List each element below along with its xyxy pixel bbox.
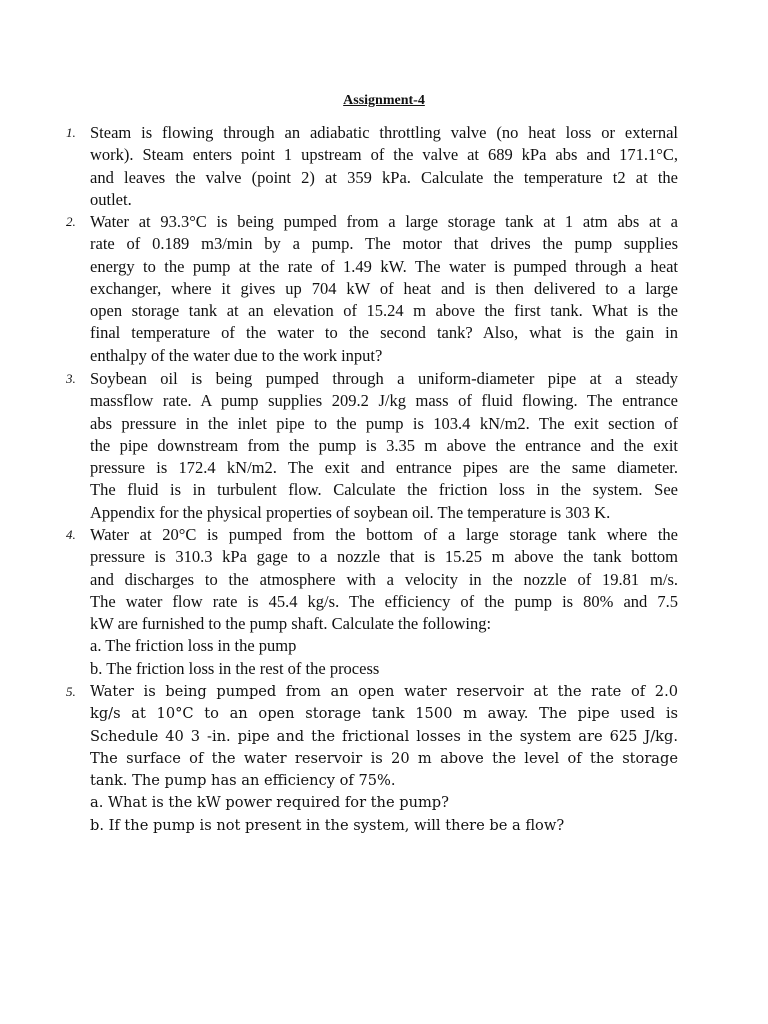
problem-line: massflow rate. A pump supplies 209.2 J/kg mass of fluid flowing. The entrance — [90, 391, 678, 411]
problem-line: b. If the pump is not present in the system, will there be a flow? — [90, 816, 565, 834]
problem-line: outlet. — [90, 189, 132, 209]
problem-line: rate of 0.189 m3/min by a pump. The motor that drives the pump supplies — [90, 234, 678, 254]
problem-line: open storage tank at an elevation of 15.24 m above the first tank. What is the — [90, 301, 678, 321]
problem-line: Water at 20°C is pumped from the bottom of a large storage tank where the — [90, 525, 678, 544]
problem-number: 3. — [66, 371, 76, 386]
page-title: Assignment-4 — [343, 93, 425, 108]
problem-line: tank. The pump has an efficiency of 75%. — [90, 772, 396, 790]
problem-text — [90, 524, 678, 680]
problem-number: 4. — [66, 527, 76, 542]
problem-line: Appendix for the physical properties of soybean oil. The temperature is 303 K. — [90, 502, 611, 522]
problem-line: Soybean oil is being pumped through a uniform-diameter pipe at a steady — [90, 369, 678, 388]
problem-text — [90, 211, 678, 367]
problem-line: pressure is 172.4 kN/m2. The exit and entrance pipes are the same diameter. — [90, 458, 678, 478]
problem-line: work). Steam enters point 1 upstream of the valve at 689 kPa abs and 171.1°C, — [90, 145, 678, 165]
problem-line: and discharges to the atmosphere with a velocity in the nozzle of 19.81 m/s. — [90, 569, 678, 589]
problem-line: b. The friction loss in the rest of the process — [90, 658, 380, 678]
problem-line: The water flow rate is 45.4 kg/s. The efficiency of the pump is 80% and 7.5 — [90, 591, 678, 611]
problem-text — [90, 681, 678, 837]
problem-line: pressure is 310.3 kPa gage to a nozzle that is 15.25 m above the tank bottom — [90, 547, 678, 567]
problem-line: Schedule 40 3 -in. pipe and the frictional losses in the system are 625 J/kg. — [90, 727, 678, 745]
problem-line: Water at 93.3°C is being pumped from a large storage tank at 1 atm abs at a — [90, 212, 678, 231]
problem-line: a. What is the kW power required for the pump? — [90, 794, 449, 812]
problem-line: Steam is flowing through an adiabatic throttling valve (no heat loss or external — [90, 123, 678, 142]
problem-text — [90, 122, 678, 211]
problem-line: exchanger, where it gives up 704 kW of heat and is then delivered to a large — [90, 278, 678, 298]
problem-line: enthalpy of the water due to the work input? — [90, 345, 383, 365]
problem-line: a. The friction loss in the pump — [90, 636, 297, 656]
problem-number: 2. — [66, 214, 76, 229]
problem-line: kg/s at 10°C to an open storage tank 1500 m away. The pipe used is — [90, 705, 678, 723]
problem-line: energy to the pump at the rate of 1.49 kW. The water is pumped through a heat — [90, 256, 678, 276]
problem-line: the pipe downstream from the pump is 3.35 m above the entrance and the exit — [90, 435, 678, 455]
problem-line: abs pressure in the inlet pipe to the pump is 103.4 kN/m2. The exit section of — [90, 413, 678, 433]
problem-number: 5. — [66, 684, 76, 699]
problem-line: kW are furnished to the pump shaft. Calculate the following: — [90, 614, 492, 634]
problem-text — [90, 368, 678, 524]
problem-line: Water is being pumped from an open water reservoir at the rate of 2.0 — [90, 683, 678, 700]
problem-line: The surface of the water reservoir is 20 m above the level of the storage — [90, 749, 678, 767]
problem-line: The fluid is in turbulent flow. Calculate the friction loss in the system. See — [90, 480, 678, 500]
problem-number: 1. — [66, 125, 76, 140]
problem-line: final temperature of the water to the second tank? Also, what is the gain in — [90, 323, 678, 343]
problem-line: and leaves the valve (point 2) at 359 kPa. Calculate the temperature t2 at the — [90, 167, 678, 187]
